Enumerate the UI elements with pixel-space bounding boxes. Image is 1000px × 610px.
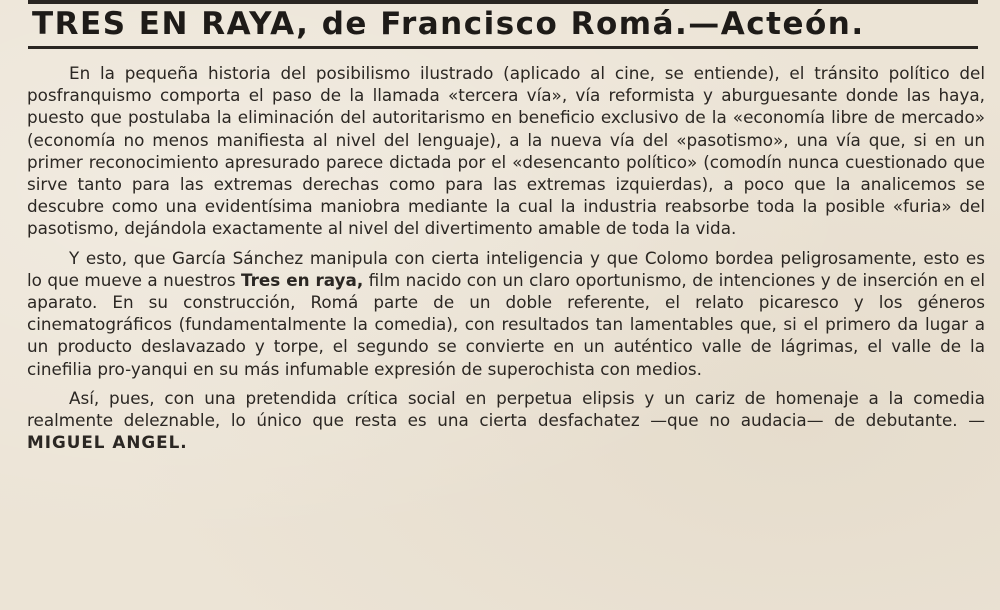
film-title: Tres en raya,	[241, 269, 364, 290]
headline: TRES EN RAYA, de Francisco Romá.—Acteón.	[32, 6, 865, 42]
headline-rule	[28, 46, 978, 49]
author-signature: MIGUEL ANGEL.	[27, 432, 188, 453]
paragraph-3-text: Así, pues, con una pretendida crítica social en perpetua elipsis y un cariz de homenaje a la comedia realmente deleznable, lo único que resta es una cierta desfachatez —que no audacia— de debutante. —	[27, 387, 985, 431]
paragraph-2-text-after: film nacido con un claro oportunismo, de intenciones y de inserción en el aparato. En su construcción, Romá parte de un doble referente, el relato picaresco y los géneros cinematográficos (fundamentalmente la comedia), con resultados tan lamentables que, si el primero da lugar a un producto deslavazado y torpe, el segundo se convierte en un auténtico valle de lágrimas, el valle de la cinefilia pro-yanqui en su más infumable expresión de superochista con medios.	[27, 269, 986, 379]
paragraph-1: En la pequeña historia del posibilismo ilustrado (aplicado al cine, se entiende), el tránsito político del posfranquismo comporta el paso de la llamada «tercera vía», vía reformista y aburguesante donde las haya, puesto que postulaba la eliminación del autoritarismo en beneficio exclusivo de la «economía libre de mercado» (economía no menos manifiesta al nivel del lenguaje), a la nueva vía del «pasotismo», una vía que, si en un primer reconocimiento apresurado parece dictada por el «desencanto político» (comodín nunca cuestionado que sirve tanto para las extremas derechas como para las extremas izquierdas), a poco que la analicemos se descubre como una evidentísima maniobra mediante la cual la industria reabsorbe toda la posible «furia» del pasotismo, dejándola exactamente al nivel del divertimento amable de toda la vida.	[27, 63, 985, 239]
paragraph-2	[27, 247, 985, 380]
article-body	[27, 62, 985, 453]
paragraph-2-text-before: Y esto, que García Sánchez manipula con cierta inteligencia y que Colomo bordea peligrosamente, esto es lo que mueve a nuestros	[27, 247, 985, 290]
paragraph-3	[27, 387, 985, 454]
